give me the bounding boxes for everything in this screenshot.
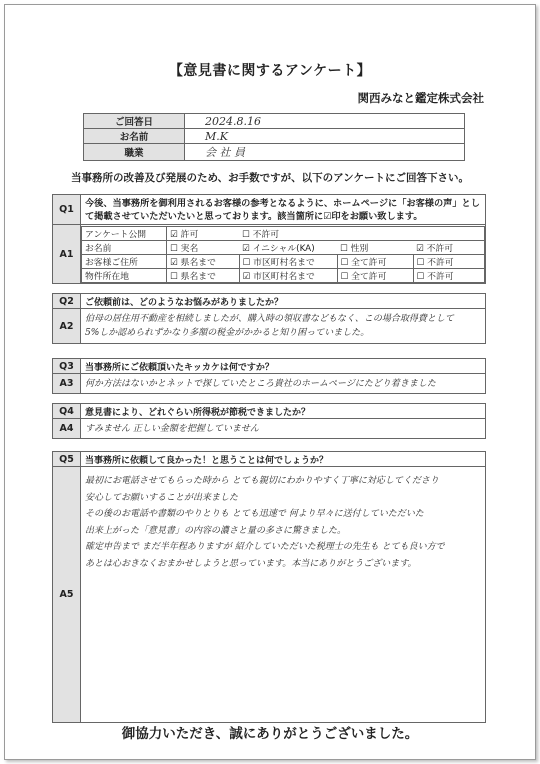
q4-label: Q4 (53, 404, 81, 419)
a5-answer-line: その後のお電話や書類のやりとりも とても迅速で 何より早々に送付していただいた (85, 509, 424, 519)
a1-option[interactable]: ☐ 市区町村名まで (239, 254, 337, 268)
a1-option[interactable]: ☐ 不許可 (413, 268, 485, 282)
date-value: 2024.8.16 (185, 114, 465, 129)
job-value: 会 社 員 (185, 144, 465, 161)
a5-label: A5 (53, 467, 81, 723)
a3-answer: 何か方法はないかとネットで探していたところ貴社のホームページにたどり着きました (81, 374, 486, 394)
thank-you-footer: 御協力いただき、誠にありがとうございました。 (121, 726, 419, 742)
a1-row-publish (82, 226, 485, 240)
a4-label: A4 (53, 419, 81, 439)
a4-answer: すみません 正しい金額を把握していません (81, 419, 486, 439)
a1-row-property (82, 268, 485, 282)
a1-option[interactable]: ☐ 県名まで (167, 268, 240, 282)
a1-option[interactable]: ☐ 実名 (167, 240, 240, 254)
a1-option[interactable]: ☑ イニシャル(KA) (239, 240, 337, 254)
a2-answer (81, 309, 486, 344)
respondent-info-table (83, 113, 465, 161)
a1-option[interactable]: ☐ 不許可 (239, 226, 485, 240)
q1-label: Q1 (53, 195, 81, 225)
document-title: 【意見書に関するアンケート】 (168, 63, 372, 79)
a1-option[interactable]: ☐ 全て許可 (337, 254, 413, 268)
q2-question: ご依頼前は、どのようなお悩みがありましたか？ (81, 294, 486, 309)
a1-permission-grid (81, 226, 485, 283)
a5-answer-line: 確定申告まで まだ半年程ありますが 紹介していただいた税理士の先生も とても良い方で (85, 542, 445, 552)
a5-answer-line: 安心してお願いすることが出来ました (85, 492, 239, 503)
q3-section (52, 358, 486, 394)
q1-section (52, 194, 486, 284)
name-value: M.K (185, 129, 465, 144)
q5-question: 当事務所に依頼して良かった！と思うことは何でしょうか？ (81, 452, 486, 467)
a5-answer-line: 最初にお電話させてもらった時から とても親切にわかりやすく丁寧に対応してくださり (85, 476, 439, 486)
a5-answer (81, 467, 486, 723)
q2-section (52, 293, 486, 344)
q2-label: Q2 (53, 294, 81, 309)
a3-label: A3 (53, 374, 81, 394)
a1-option[interactable]: ☑ 市区町村名まで (239, 268, 337, 282)
date-label: ご回答日 (84, 114, 185, 129)
intro-text: 当事務所の改善及び発展のため、お手数ですが、以下のアンケートにご回答下さい。 (71, 172, 469, 184)
name-label: お名前 (84, 129, 185, 144)
q1-question-line1: 今後、当事務所を御利用されるお客様の参考となるように、ホームページに「お客様の声」とし (85, 197, 480, 209)
q3-label: Q3 (53, 359, 81, 374)
a1-option[interactable]: ☑ 不許可 (413, 240, 485, 254)
a1-option[interactable]: ☑ 県名まで (167, 254, 240, 268)
a1-option[interactable]: ☐ 不許可 (413, 254, 485, 268)
a1-option[interactable]: ☐ 全て許可 (337, 268, 413, 282)
a2-label: A2 (53, 309, 81, 344)
q1-question-line2: て掲載させていただいたいと思っております。該当箇所に☑印をお願い致します。 (85, 210, 423, 222)
a1-option[interactable]: ☐ 性別 (337, 240, 413, 254)
job-label: 職業 (84, 144, 185, 161)
a5-answer-line: あとは心おきなくおまかせしようと思っています。本当にありがとうございます。 (85, 558, 417, 569)
a1-row-name: お客様ご住所 (82, 254, 167, 268)
a1-row-address (82, 254, 485, 268)
a1-row-name (82, 240, 485, 254)
a2-answer-line2: 5%しか認められずかなり多額の税金がかかると知り困っていました。 (85, 328, 370, 338)
a1-row-name: お名前 (82, 240, 167, 254)
company-name: 関西みなと鑑定株式会社 (357, 91, 484, 105)
q5-section (52, 451, 486, 723)
a1-row-name: 物件所在地 (82, 268, 167, 282)
q4-question: 意見書により、どれぐらい所得税が節税できましたか？ (81, 404, 486, 419)
q5-label: Q5 (53, 452, 81, 467)
a1-option[interactable]: ☑ 許可 (167, 226, 240, 240)
a1-answer (81, 225, 486, 284)
q1-question (81, 195, 486, 225)
q4-section (52, 403, 486, 439)
a5-answer-line: 出来上がった「意見書」の内容の濃さと量の多さに驚きました。 (85, 525, 347, 536)
q3-question: 当事務所にご依頼頂いたキッカケは何ですか？ (81, 359, 486, 374)
a2-answer-line1: 伯母の居住用不動産を相続しましたが、購入時の領収書などもなく、この場合取得費として (85, 314, 454, 324)
a1-row-name: アンケート公開 (82, 226, 167, 240)
a1-label: A1 (53, 225, 81, 284)
